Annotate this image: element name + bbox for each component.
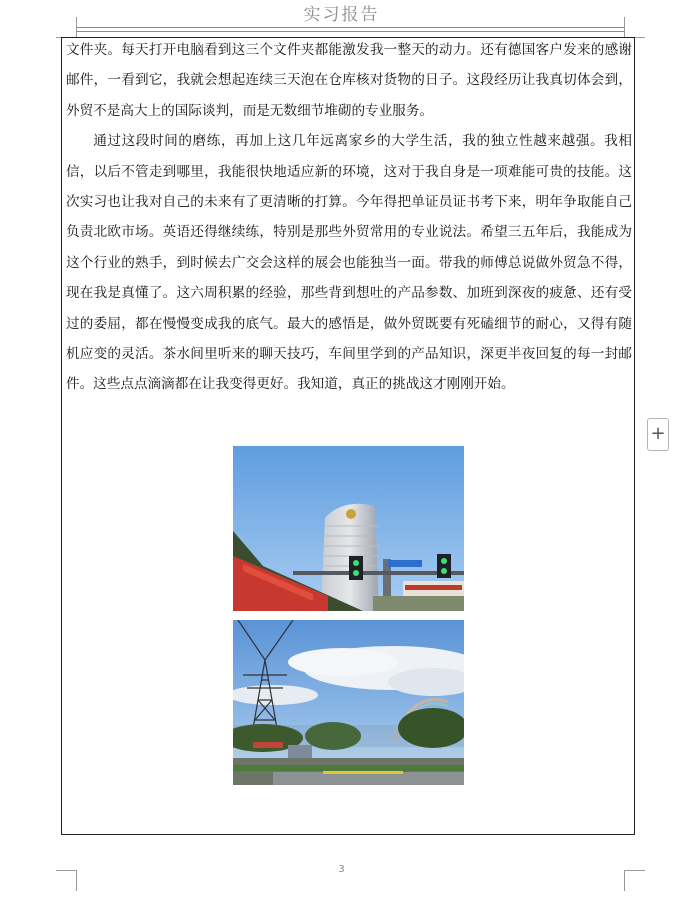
add-expand-button[interactable]: + (647, 418, 669, 451)
photo-pylon-rainbow (233, 620, 464, 785)
page-number: 3 (338, 864, 345, 875)
paragraph-2: 通过这段时间的磨练，再加上这几年远离家乡的大学生活，我的独立性越来越强。我相信，以后不管走到哪里，我能很快地适应新的环境，这对于我自身是一项难能可贵的技能。这次实习也让我对自己的未来有了更清晰的打算。今年得把单证员证书考下来，明年争取能自己负责北欧市场。英语还得继续练，特别是那些外贸常用的专业说法。希望三五年后，我能成为这个行业的熟手，到时候去广交会这样的展会也能独当一面。带我的师傅总说做外贸急不得，现在我是真懂了。这六周积累的经验，那些背到想吐的产品参数、加班到深夜的疲惫、还有受过的委屈，都在慢慢变成我的底气。最大的感悟是，做外贸既要有死磕细节的耐心，又得有随机应变的灵活。茶水间里听来的聊天技巧，车间里学到的产品知识，深更半夜回复的每一封邮件。这些点点滴滴都在让我变得更好。我知道，真正的挑战这才刚刚开始。 (66, 133, 632, 393)
header-rule-bottom (76, 31, 624, 32)
header-rule-top (76, 27, 624, 28)
paragraph-1: 文件夹。每天打开电脑看到这三个文件夹都能激发我一整天的动力。还有德国客户发来的感谢邮件，一看到它，我就会想起连续三天泡在仓库核对货物的日子。这段经历让我真切体会到，外贸不是高大上的国际谈判，而是无数细节堆砌的专业服务。 (66, 42, 632, 119)
page-header-title: 实习报告 (303, 5, 380, 25)
photo-building-traffic-lights (233, 446, 464, 611)
report-body-text (66, 35, 632, 400)
